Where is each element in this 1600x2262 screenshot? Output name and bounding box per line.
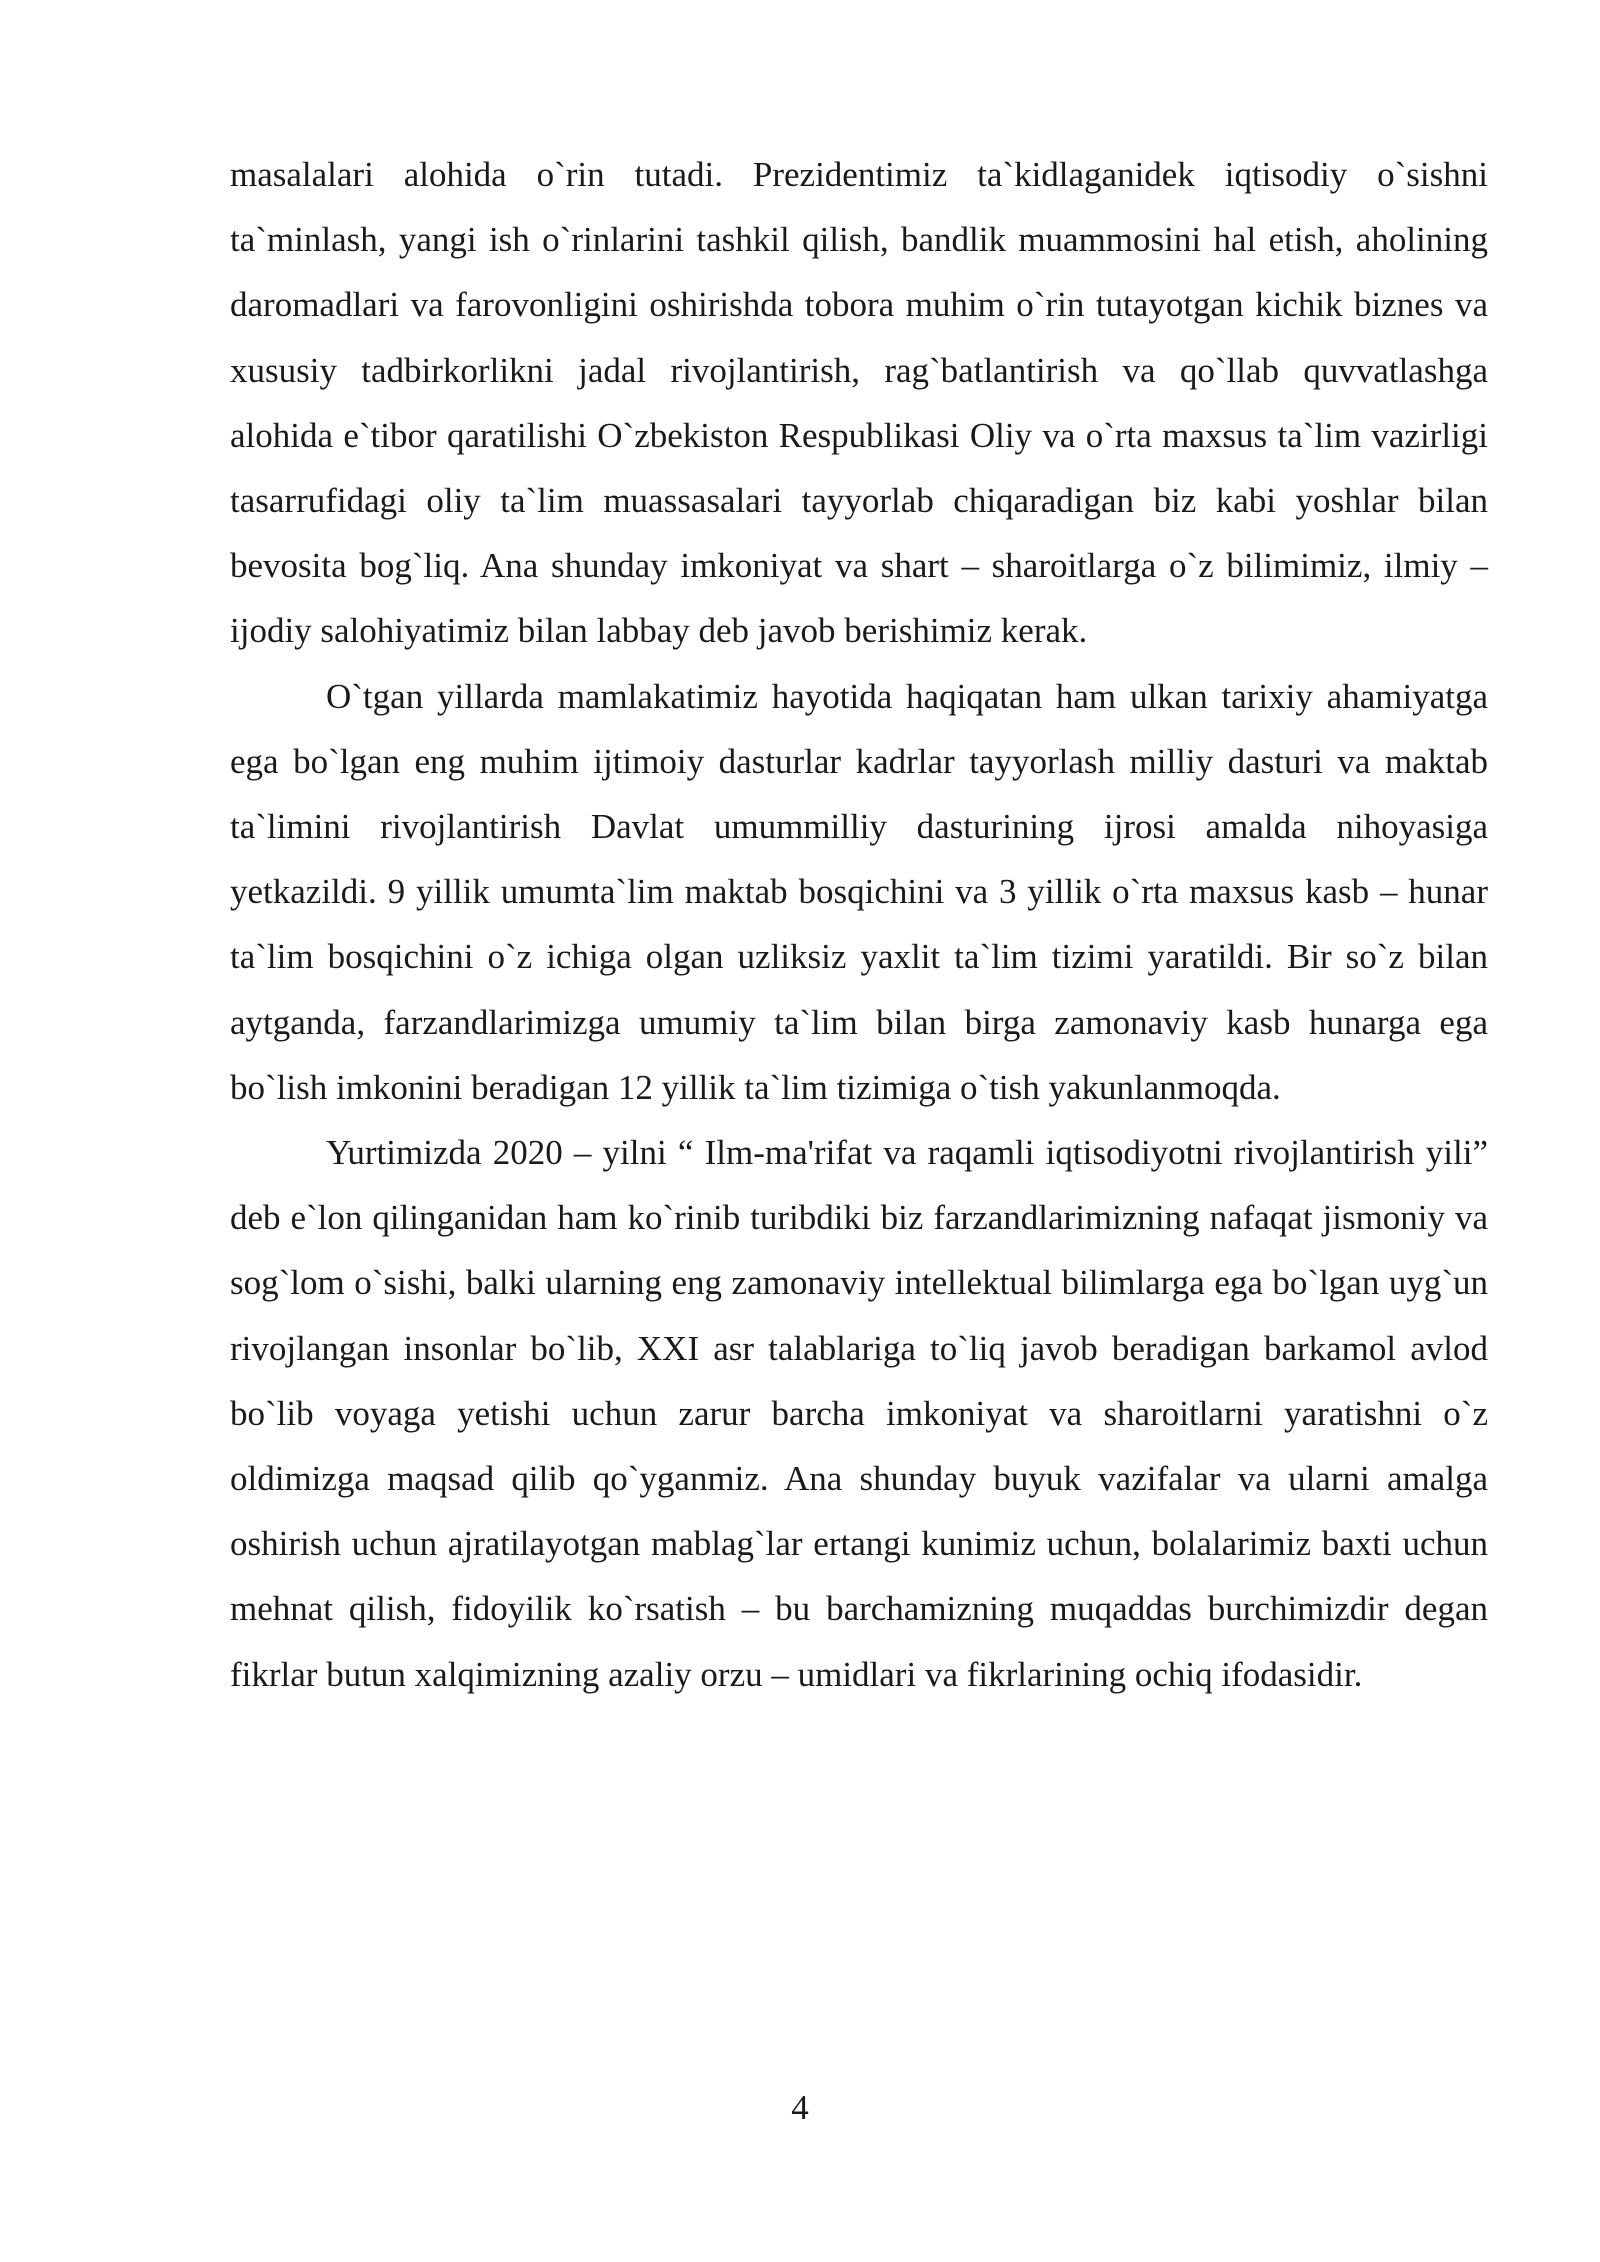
paragraph-education-reforms: O`tgan yillarda mamlakatimiz hayotida haqiqatan ham ulkan tarixiy ahamiyatga ega bo`lgan eng muhim ijtimoiy dasturlar kadrlar tayyorlash milliy dasturi va maktab ta`limini rivojlantirish Davlat umummilliy dasturining ijrosi amalda nihoyasiga yetkazildi. 9 yillik umumta`lim maktab bosqichini va 3 yillik o`rta maxsus kasb – hunar ta`lim bosqichini o`z ichiga olgan uzliksiz yaxlit ta`lim tizimi yaratildi. Bir so`z bilan aytganda, farzandlarimizga umumiy ta`lim bilan birga zamonaviy kasb hunarga ega bo`lish imkonini beradigan 12 yillik ta`lim tizimiga o`tish yakunlanmoqda. (230, 676, 1488, 1107)
body-text (230, 142, 1488, 1707)
paragraph-continuation: masalalari alohida o`rin tutadi. Prezidentimiz ta`kidlaganidek iqtisodiy o`sishni ta`minlash, yangi ish o`rinlarini tashkil qilish, bandlik muammosini hal etish, aholining daromadlari va farovonligini oshirishda tobora muhim o`rin tutayotgan kichik biznes va xususiy tadbirkorlikni jadal rivojlantirish, rag`batlantirish va qo`llab quvvatlashga alohida e`tibor qaratilishi O`zbekiston Respublikasi Oliy va o`rta maxsus ta`lim vazirligi tasarrufidagi oliy ta`lim muassasalari tayyorlab chiqaradigan biz kabi yoshlar bilan bevosita bog`liq. Ana shunday imkoniyat va shart – sharoitlarga o`z bilimimiz, ilmiy – ijodiy salohiyatimiz bilan labbay deb javob berishimiz kerak. (230, 155, 1488, 651)
page-number: 4 (791, 2088, 809, 2127)
paragraph-year-2020: Yurtimizda 2020 – yilni “ Ilm-ma'rifat va raqamli iqtisodiyotni rivojlantirish yili” deb e`lon qilinganidan ham ko`rinib turibdiki biz farzandlarimizning nafaqat jismoniy va sog`lom o`sishi, balki ularning eng zamonaviy intellektual bilimlarga ega bo`lgan uyg`un rivojlangan insonlar bo`lib, XXI asr talablariga to`liq javob beradigan barkamol avlod bo`lib voyaga yetishi uchun zarur barcha imkoniyat va sharoitlarni yaratishni o`z oldimizga maqsad qilib qo`yganmiz. Ana shunday buyuk vazifalar va ularni amalga oshirish uchun ajratilayotgan mablag`lar ertangi kunimiz uchun, bolalarimiz baxti uchun mehnat qilish, fidoyilik ko`rsatish – bu barchamizning muqaddas burchimizdir degan fikrlar butun xalqimizning azaliy orzu – umidlari va fikrlarining ochiq ifodasidir. (230, 1133, 1488, 1694)
